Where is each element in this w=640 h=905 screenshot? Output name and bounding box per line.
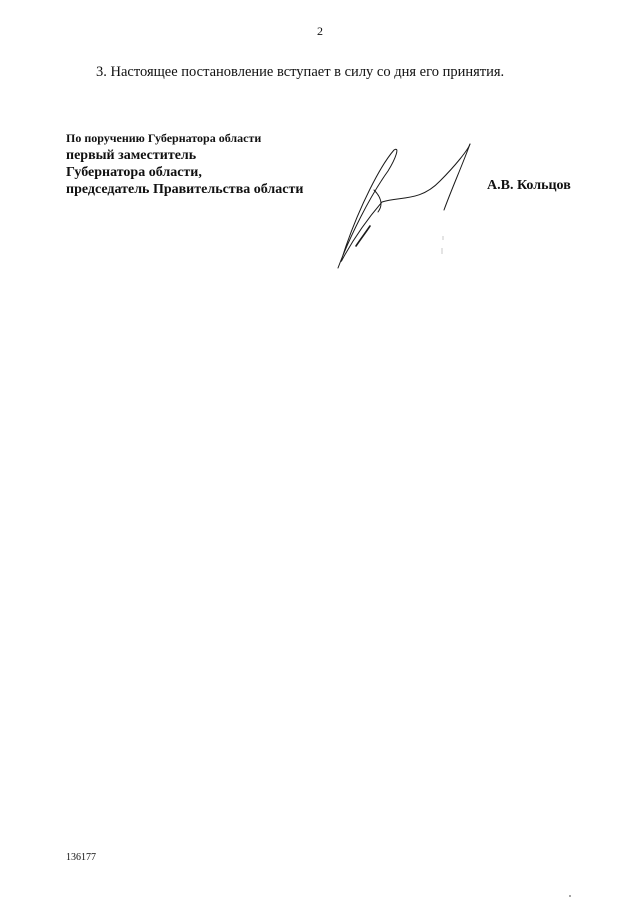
clause-text: 3. Настоящее постановление вступает в силу со дня его принятия. [96,64,505,80]
handwritten-signature [330,136,480,276]
signature-line-office: Губернатора области, [66,165,202,180]
page-number: 2 [317,24,323,38]
signature-line-title: председатель Правительства области [66,182,304,197]
signature-block [66,130,303,198]
document-code: 136177 [66,852,96,863]
signatory-name: А.В. Кольцов [487,178,571,193]
scan-speck [569,895,571,897]
signature-line-position: первый заместитель [66,148,197,163]
signature-line-instruction: По поручению Губернатора области [66,131,262,145]
